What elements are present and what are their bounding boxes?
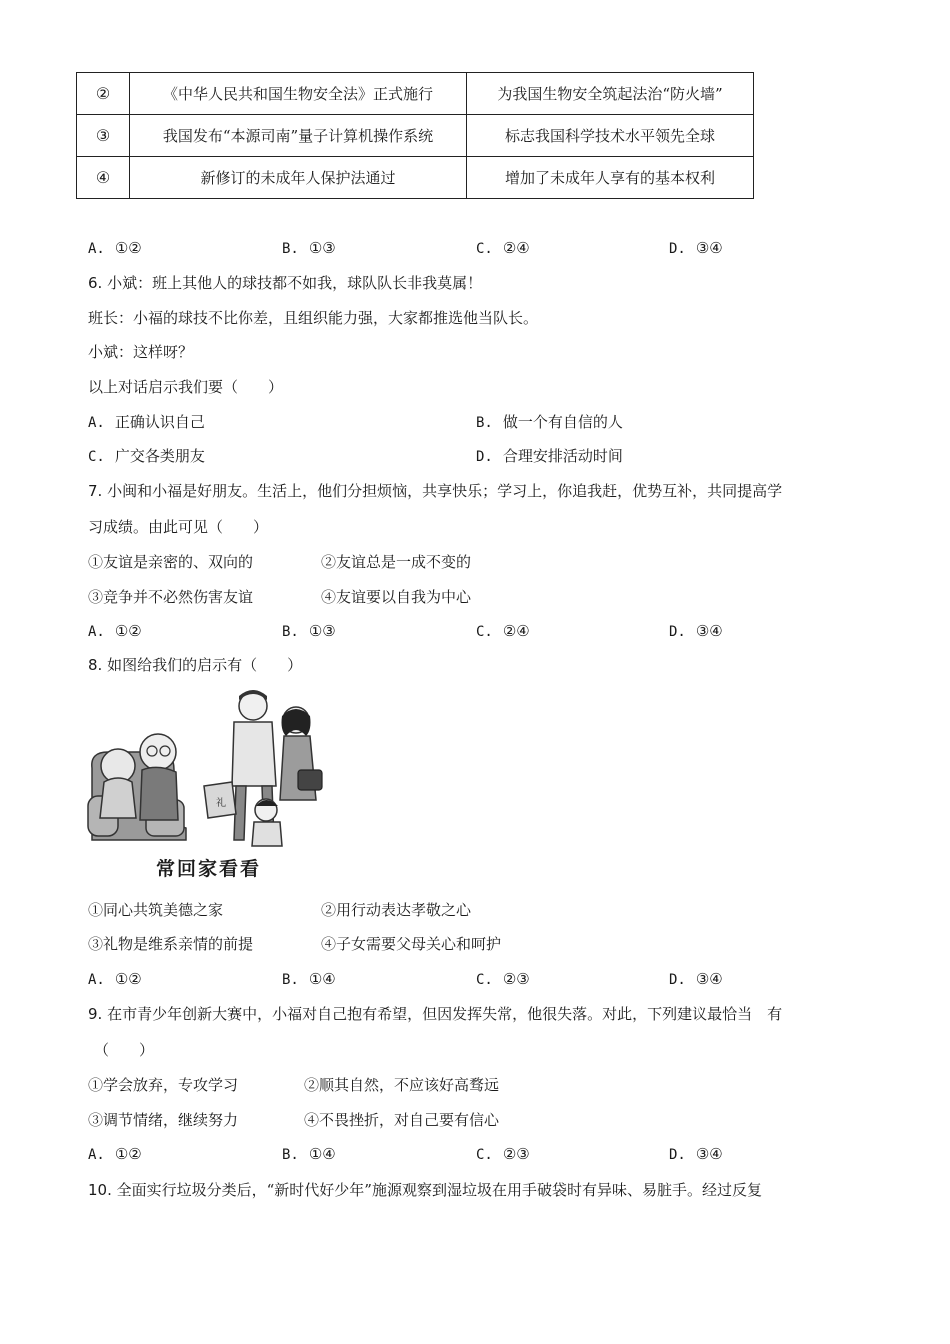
q5-option-a[interactable] bbox=[88, 238, 142, 259]
q7-option-d[interactable] bbox=[669, 621, 723, 642]
q6-line-1 bbox=[88, 273, 482, 293]
q7-option-b[interactable] bbox=[282, 621, 336, 642]
option-text: 广交各类朋友 bbox=[114, 447, 205, 465]
option-text: ①② bbox=[114, 239, 142, 257]
question-number: 7. bbox=[88, 482, 103, 500]
option-text: ③④ bbox=[695, 1145, 723, 1163]
q6-line-2: 班长：小福的球技不比你差，且组织能力强，大家都推选他当队长。 bbox=[88, 309, 539, 327]
option-label: D. bbox=[669, 624, 686, 640]
question-number: 10. bbox=[88, 1181, 112, 1199]
question-number: 9. bbox=[88, 1005, 103, 1023]
option-text: ①④ bbox=[308, 1145, 336, 1163]
q8-option-d[interactable] bbox=[669, 969, 723, 990]
option-label: B. bbox=[476, 415, 493, 431]
q5-option-c[interactable] bbox=[476, 238, 530, 259]
option-label: C. bbox=[476, 241, 493, 257]
gift-bag-text: 礼 bbox=[216, 798, 226, 809]
option-text: ③④ bbox=[695, 622, 723, 640]
q6-option-c[interactable] bbox=[88, 446, 205, 467]
option-text: ①② bbox=[114, 1145, 142, 1163]
question-text: 在市青少年创新大赛中，小福对自己抱有希望，但因发挥失常，他很失落。对此，下列建议最恰当 有 bbox=[107, 1005, 783, 1023]
q9-statement: ③调节情绪，继续努力 bbox=[88, 1111, 239, 1129]
question-text: 小闽和小福是好朋友。生活上，他们分担烦恼，共享快乐；学习上，你追我赶，优势互补，共同提高学 bbox=[107, 482, 783, 500]
q7-line-2: 习成绩。由此可见（ ） bbox=[88, 518, 269, 536]
q7-line-1 bbox=[88, 481, 782, 501]
question-number: 6. bbox=[88, 274, 103, 292]
option-text: ③④ bbox=[695, 239, 723, 257]
event-table bbox=[76, 72, 754, 199]
option-label: A. bbox=[88, 241, 105, 257]
option-label: D. bbox=[669, 1147, 686, 1163]
q8-statement: ①同心共筑美德之家 bbox=[88, 901, 224, 919]
question-number: 8. bbox=[88, 656, 103, 674]
q7-statement: ④友谊要以自我为中心 bbox=[321, 588, 472, 606]
meaning-cell: 增加了未成年人享有的基本权利 bbox=[467, 157, 754, 199]
option-text: ③④ bbox=[695, 970, 723, 988]
option-label: B. bbox=[282, 1147, 299, 1163]
q5-option-b[interactable] bbox=[282, 238, 336, 259]
q7-statement: ③竞争并不必然伤害友谊 bbox=[88, 588, 254, 606]
q9-option-d[interactable] bbox=[669, 1144, 723, 1165]
option-label: D. bbox=[669, 972, 686, 988]
q6-option-d[interactable] bbox=[476, 446, 623, 467]
grandmother-head bbox=[140, 734, 176, 770]
option-label: B. bbox=[282, 624, 299, 640]
row-number: ② bbox=[77, 73, 130, 115]
row-number: ④ bbox=[77, 157, 130, 199]
q7-option-c[interactable] bbox=[476, 621, 530, 642]
option-label: C. bbox=[88, 449, 105, 465]
option-label: C. bbox=[476, 972, 493, 988]
q6-option-a[interactable] bbox=[88, 412, 205, 433]
option-text: ①③ bbox=[308, 239, 336, 257]
q9-line-1 bbox=[88, 1004, 782, 1024]
table-row bbox=[77, 73, 754, 115]
option-label: A. bbox=[88, 415, 105, 431]
event-cell: 新修订的未成年人保护法通过 bbox=[130, 157, 467, 199]
option-text: ②④ bbox=[502, 622, 530, 640]
question-text: 小斌：班上其他人的球技都不如我，球队队长非我莫属！ bbox=[107, 274, 483, 292]
q8-statement: ②用行动表达孝敬之心 bbox=[321, 901, 472, 919]
q7-option-a[interactable] bbox=[88, 621, 142, 642]
option-label: C. bbox=[476, 624, 493, 640]
option-label: A. bbox=[88, 624, 105, 640]
q9-option-a[interactable] bbox=[88, 1144, 142, 1165]
q8-statement: ④子女需要父母关心和呵护 bbox=[321, 935, 502, 953]
option-label: D. bbox=[476, 449, 493, 465]
option-label: B. bbox=[282, 241, 299, 257]
q8-option-b[interactable] bbox=[282, 969, 336, 990]
q9-line-2: （ ） bbox=[94, 1041, 155, 1059]
option-text: 合理安排活动时间 bbox=[502, 447, 623, 465]
child-body bbox=[252, 822, 282, 846]
q6-line-4: 以上对话启示我们要（ ） bbox=[88, 378, 284, 396]
q6-line-3: 小斌：这样呀？ bbox=[88, 343, 194, 361]
q8-line bbox=[88, 655, 302, 675]
q9-statement: ①学会放弃，专攻学习 bbox=[88, 1076, 239, 1094]
option-text: ①② bbox=[114, 970, 142, 988]
family-illustration bbox=[86, 690, 330, 882]
q9-option-b[interactable] bbox=[282, 1144, 336, 1165]
question-text: 如图给我们的启示有（ ） bbox=[107, 656, 303, 674]
q9-statement: ②顺其自然，不应该好高骛远 bbox=[304, 1076, 500, 1094]
grandmother-body bbox=[140, 767, 178, 820]
option-text: ②④ bbox=[502, 239, 530, 257]
row-number: ③ bbox=[77, 115, 130, 157]
option-text: 正确认识自己 bbox=[114, 413, 205, 431]
table-row bbox=[77, 157, 754, 199]
q8-statement: ③礼物是维系亲情的前提 bbox=[88, 935, 254, 953]
question-text: 全面实行垃圾分类后，“新时代好少年”施源观察到湿垃圾在用手破袋时有异味、易脏手。经过反复 bbox=[116, 1181, 762, 1199]
grandfather-body bbox=[100, 778, 136, 818]
option-label: A. bbox=[88, 1147, 105, 1163]
father-shirt bbox=[232, 722, 276, 786]
option-text: ①③ bbox=[308, 622, 336, 640]
meaning-cell: 标志我国科学技术水平领先全球 bbox=[467, 115, 754, 157]
event-cell: 我国发布“本源司南”量子计算机操作系统 bbox=[130, 115, 467, 157]
handbag-shape bbox=[298, 770, 322, 790]
q9-statement: ④不畏挫折，对自己要有信心 bbox=[304, 1111, 500, 1129]
meaning-cell: 为我国生物安全筑起法治“防火墙” bbox=[467, 73, 754, 115]
option-label: D. bbox=[669, 241, 686, 257]
option-text: ①② bbox=[114, 622, 142, 640]
q8-option-c[interactable] bbox=[476, 969, 530, 990]
q7-statement: ②友谊总是一成不变的 bbox=[321, 553, 472, 571]
table-row bbox=[77, 115, 754, 157]
option-text: ①④ bbox=[308, 970, 336, 988]
option-text: ②③ bbox=[502, 970, 530, 988]
q8-option-a[interactable] bbox=[88, 969, 142, 990]
option-text: ②③ bbox=[502, 1145, 530, 1163]
q7-statement: ①友谊是亲密的、双向的 bbox=[88, 553, 254, 571]
q5-option-d[interactable] bbox=[669, 238, 723, 259]
q6-option-b[interactable] bbox=[476, 412, 623, 433]
option-label: C. bbox=[476, 1147, 493, 1163]
event-cell: 《中华人民共和国生物安全法》正式施行 bbox=[130, 73, 467, 115]
q10-line bbox=[88, 1180, 762, 1200]
option-label: A. bbox=[88, 972, 105, 988]
option-text: 做一个有自信的人 bbox=[502, 413, 623, 431]
q9-option-c[interactable] bbox=[476, 1144, 530, 1165]
illustration-caption: 常回家看看 bbox=[156, 858, 262, 880]
option-label: B. bbox=[282, 972, 299, 988]
